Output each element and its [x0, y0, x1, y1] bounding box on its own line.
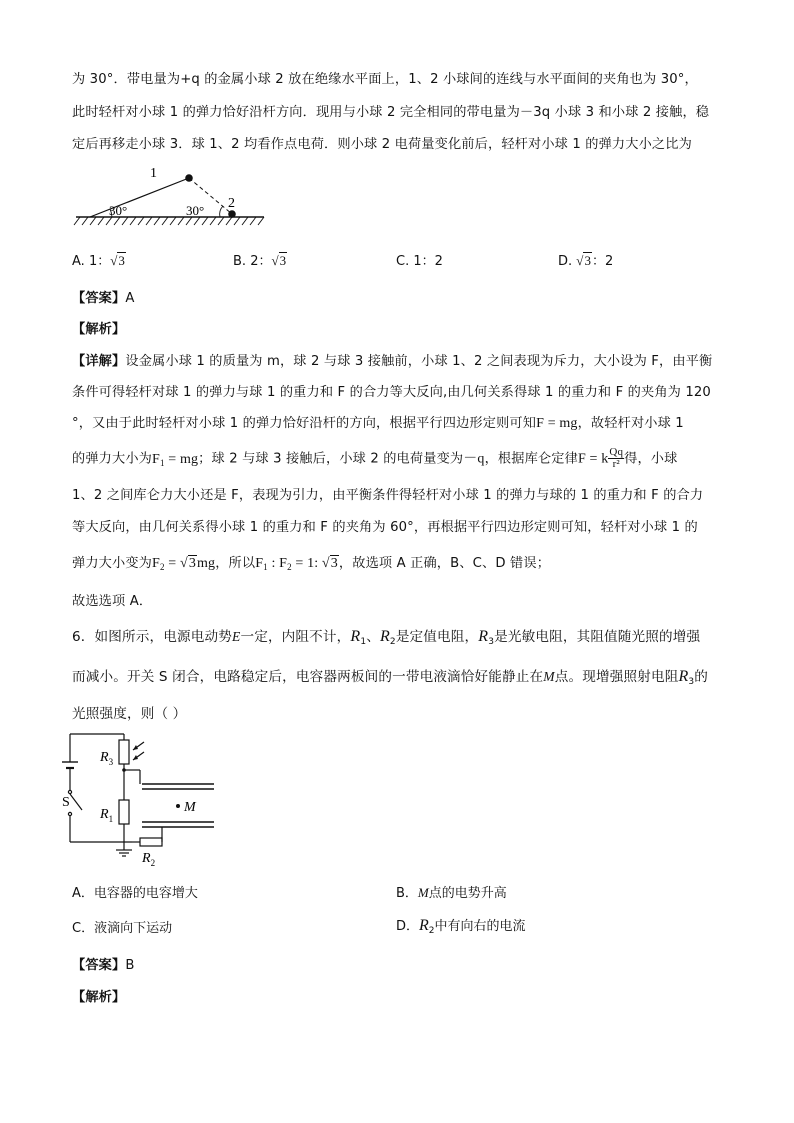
r3-resistor [119, 740, 129, 764]
option-key: C. [396, 254, 410, 269]
option-key: A. [72, 254, 85, 269]
q5-line-3: 定后再移走小球 3．球 1、2 均看作点电荷．则小球 2 电荷量变化前后，轻杆对小球 1 的弹力大小之比为 [72, 137, 692, 152]
ball-2 [228, 210, 236, 218]
r1-resistor [119, 800, 129, 824]
q6-line-1: 6．如图所示，电源电动势E一定，内阻不计，$R_1$、$R_2$是定值电阻，$R_3$是光敏电阻，其阻值随光照的增强 [72, 628, 701, 647]
light-rod [90, 178, 189, 217]
sqrt-expr: √3 [271, 253, 287, 268]
q5-analysis-tag: 【解析】 [72, 322, 126, 337]
q6-line-2: 而减小。开关 S 闭合，电路稳定后，电容器两板间的一带电液滴恰好能静止在M点。现增强照射电阻$R_3$的 [72, 668, 709, 687]
q5-rod-ball-figure [72, 160, 272, 230]
point-m-label: M [184, 800, 196, 815]
q5-line-1: 为 30°．带电量为+q 的金属小球 2 放在绝缘水平面上，1、2 小球间的连线与水平面间的夹角也为 30°， [72, 72, 698, 87]
ball-1-label: 1 [150, 166, 157, 181]
q5-line-2: 此时轻杆对小球 1 的弹力恰好沿杆方向．现用与小球 2 完全相同的带电量为－3q 小球 3 和小球 2 接触，稳 [72, 105, 710, 120]
q5-option-b[interactable]: B. 2：√3 [233, 253, 287, 269]
q5-detail-line-3: °，又由于此时轻杆对小球 1 的弹力恰好沿杆的方向，根据平行四边形定则可知F = mg，故轻杆对小球 1 [72, 416, 684, 431]
switch-label: S [62, 795, 70, 810]
coulomb-fraction: $\frac{Qq}{\text{r²}}$ [609, 446, 624, 470]
q5-conclusion: 故选选项 A． [72, 594, 153, 609]
q5-detail-line-7: 弹力大小变为$F_2 = √3mg$，所以$F_1$ : $F_2 = 1$: √3，故选项 A 正确，B、C、D 错误； [72, 556, 551, 572]
q5-detail-line-2: 条件可得轻杆对球 1 的弹力与球 1 的重力和 F 的合力等大反向,由几何关系得球 1 的重力和 F 的夹角为 120 [72, 385, 711, 400]
q5-option-c[interactable]: C. 1：2 [396, 254, 443, 269]
q6-answer: 【答案】B [72, 958, 135, 973]
option-key: B. [233, 254, 247, 269]
q6-circuit-figure [62, 728, 232, 868]
q6-analysis-tag: 【解析】 [72, 990, 126, 1005]
q5-option-d[interactable]: D. √3：2 [558, 253, 614, 269]
q5-answer: 【答案】A [72, 291, 135, 306]
q5-detail-line-1: 【详解】设金属小球 1 的质量为 m，球 2 与球 3 接触前，小球 1、2 之间表现为斥力，大小设为 F，由平衡 [72, 354, 713, 369]
q6-option-d[interactable]: D．$R_2$中有向右的电流 [396, 917, 526, 936]
q5-detail-line-6: 等大反向，由几何关系得小球 1 的重力和 F 的夹角为 60°，再根据平行四边形定则可知，轻杆对小球 1 的 [72, 520, 698, 535]
r2-resistor [140, 838, 162, 846]
q5-option-a[interactable]: A. 1：√3 [72, 253, 125, 269]
q6-option-c[interactable]: C．液滴向下运动 [72, 921, 173, 936]
ball-2-label: 2 [228, 196, 235, 211]
q6-option-a[interactable]: A．电容器的电容增大 [72, 886, 198, 901]
angle-right-label: 30° [186, 203, 205, 218]
q6-line-3: 光照强度，则（ ） [72, 706, 187, 722]
droplet-m [176, 804, 180, 808]
ball-1 [185, 174, 193, 182]
svg-text:R1: $R_1$ [100, 807, 114, 824]
angle-left-label: 30° [109, 203, 128, 218]
sqrt-expr: √3 [110, 253, 125, 268]
q5-detail-line-5: 1、2 之间库仑力大小还是 F，表现为引力，由平衡条件得轻杆对小球 1 的弹力与球的 1 的重力和 F 的合力 [72, 488, 704, 503]
q6-option-b[interactable]: B．M点的电势升高 [396, 885, 507, 901]
option-key: D. [558, 254, 573, 269]
svg-text:R2: $R_2$ [142, 851, 156, 868]
svg-text:R3: $R_3$ [100, 750, 114, 767]
q5-detail-line-4: 的弹力大小为$F_1$ = mg；球 2 与球 3 接触后，小球 2 的电荷量变为－q，根据库仑定律F = k $\frac{Qq}{\text{r²}}$ 得，小球 [72, 446, 678, 470]
sqrt-expr: √3 [576, 253, 591, 268]
